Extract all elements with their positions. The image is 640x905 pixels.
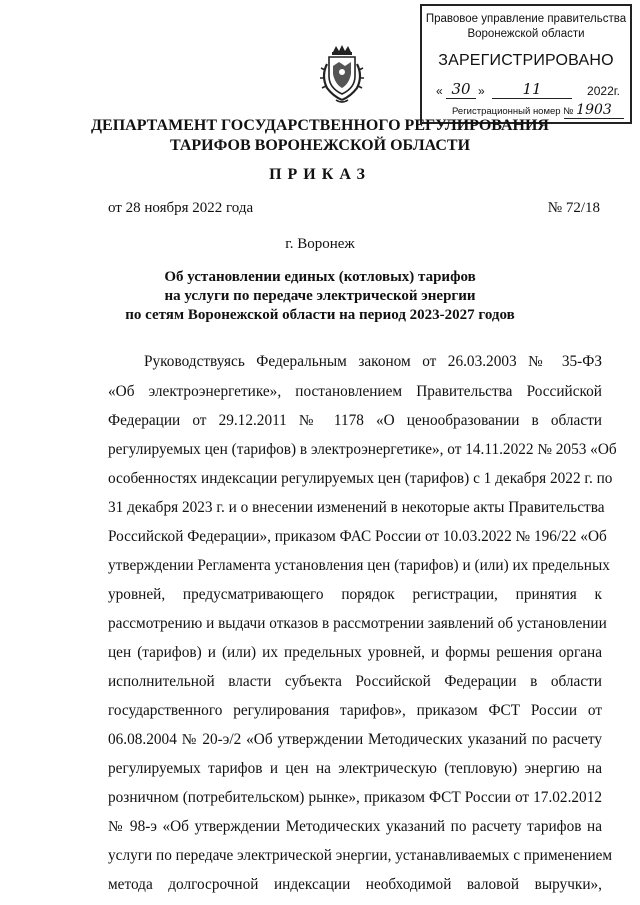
document-title-line1: Об установлении единых (котловых) тарифов (164, 269, 476, 285)
coat-of-arms-icon (319, 44, 365, 104)
body-line: услуги по передаче электрической энергии, устанавливаемых с применением (108, 847, 613, 864)
body-line: уровней, предусматривающего порядок регистрации, принятия к (108, 586, 602, 603)
document-city: г. Воронеж (285, 236, 355, 252)
body-line: Федерации от 29.12.2011 № 1178 «О ценообразовании в области (108, 412, 602, 429)
body-line: розничном (потребительском) рынке», приказом ФСТ России от 17.02.2012 (108, 789, 602, 806)
stamp-date-day: 30 (446, 80, 476, 99)
body-line: «Об электроэнергетике», постановлением Правительства Российской (108, 383, 602, 400)
body-line: цен (тарифов) и (или) их предельных уровней, и формы решения органа (108, 644, 602, 661)
body-line: особенностях индексации регулируемых цен (тарифов) с 1 декабря 2022 г. по (108, 470, 613, 487)
document-number: № 72/18 (547, 200, 600, 216)
stamp-date-month: 11 (492, 80, 572, 99)
document-type: ПРИКАЗ (269, 166, 371, 183)
body-line: регулируемых тарифов и цен на электрическую (тепловую) энергию на (108, 760, 602, 777)
stamp-regnum-value: 1903 (564, 102, 624, 119)
stamp-date-row (436, 82, 620, 102)
stamp-regnum-label: Регистрационный номер № (452, 106, 574, 117)
department-name-line2: ТАРИФОВ ВОРОНЕЖСКОЙ ОБЛАСТИ (169, 137, 471, 154)
body-line: № 98-э «Об утверждении Методических указаний по расчету тарифов на (108, 818, 602, 835)
stamp-date-open-quote: « (436, 84, 443, 98)
registration-stamp (420, 4, 632, 124)
body-line: исполнительной власти субъекта Российской Федерации в области (108, 673, 602, 690)
stamp-org-line1: Правовое управление правительства (425, 13, 627, 25)
document-title-line2: на услуги по передаче электрической энергии (164, 288, 476, 304)
stamp-date-close-quote: » (478, 84, 485, 98)
body-line: регулируемых цен (тарифов) в электроэнергетике», от 14.11.2022 № 2053 «Об (108, 441, 617, 458)
stamp-registered: ЗАРЕГИСТРИРОВАНО (438, 52, 614, 69)
body-line: государственного регулирования тарифов», приказом ФСТ России от (108, 702, 602, 719)
department-name-line1: ДЕПАРТАМЕНТ ГОСУДАРСТВЕННОГО РЕГУЛИРОВАНИЯ (91, 117, 549, 134)
body-line: 06.08.2004 № 20-э/2 «Об утверждении Методических указаний по расчету (108, 731, 602, 748)
stamp-org-line2: Воронежской области (467, 28, 585, 40)
body-line: утверждении Регламента установления цен (тарифов) и (или) их предельных (108, 557, 610, 574)
body-line: 31 декабря 2023 г. и о внесении изменений в некоторые акты Правительства (108, 499, 605, 516)
stamp-date-year: 2022г. (587, 84, 620, 98)
document-date: от 28 ноября 2022 года (108, 200, 254, 216)
body-line: Российской Федерации», приказом ФАС России от 10.03.2022 № 196/22 «Об (108, 528, 607, 545)
document-title-line3: по сетям Воронежской области на период 2023-2027 годов (125, 307, 515, 323)
body-line: рассмотрению и выдачи отказов в рассмотрении заявлений об установлении (108, 615, 607, 632)
body-line: метода долгосрочной индексации необходимой валовой выручки», (108, 876, 602, 893)
body-line: Руководствуясь Федеральным законом от 26.03.2003 № 35-ФЗ (144, 353, 602, 370)
